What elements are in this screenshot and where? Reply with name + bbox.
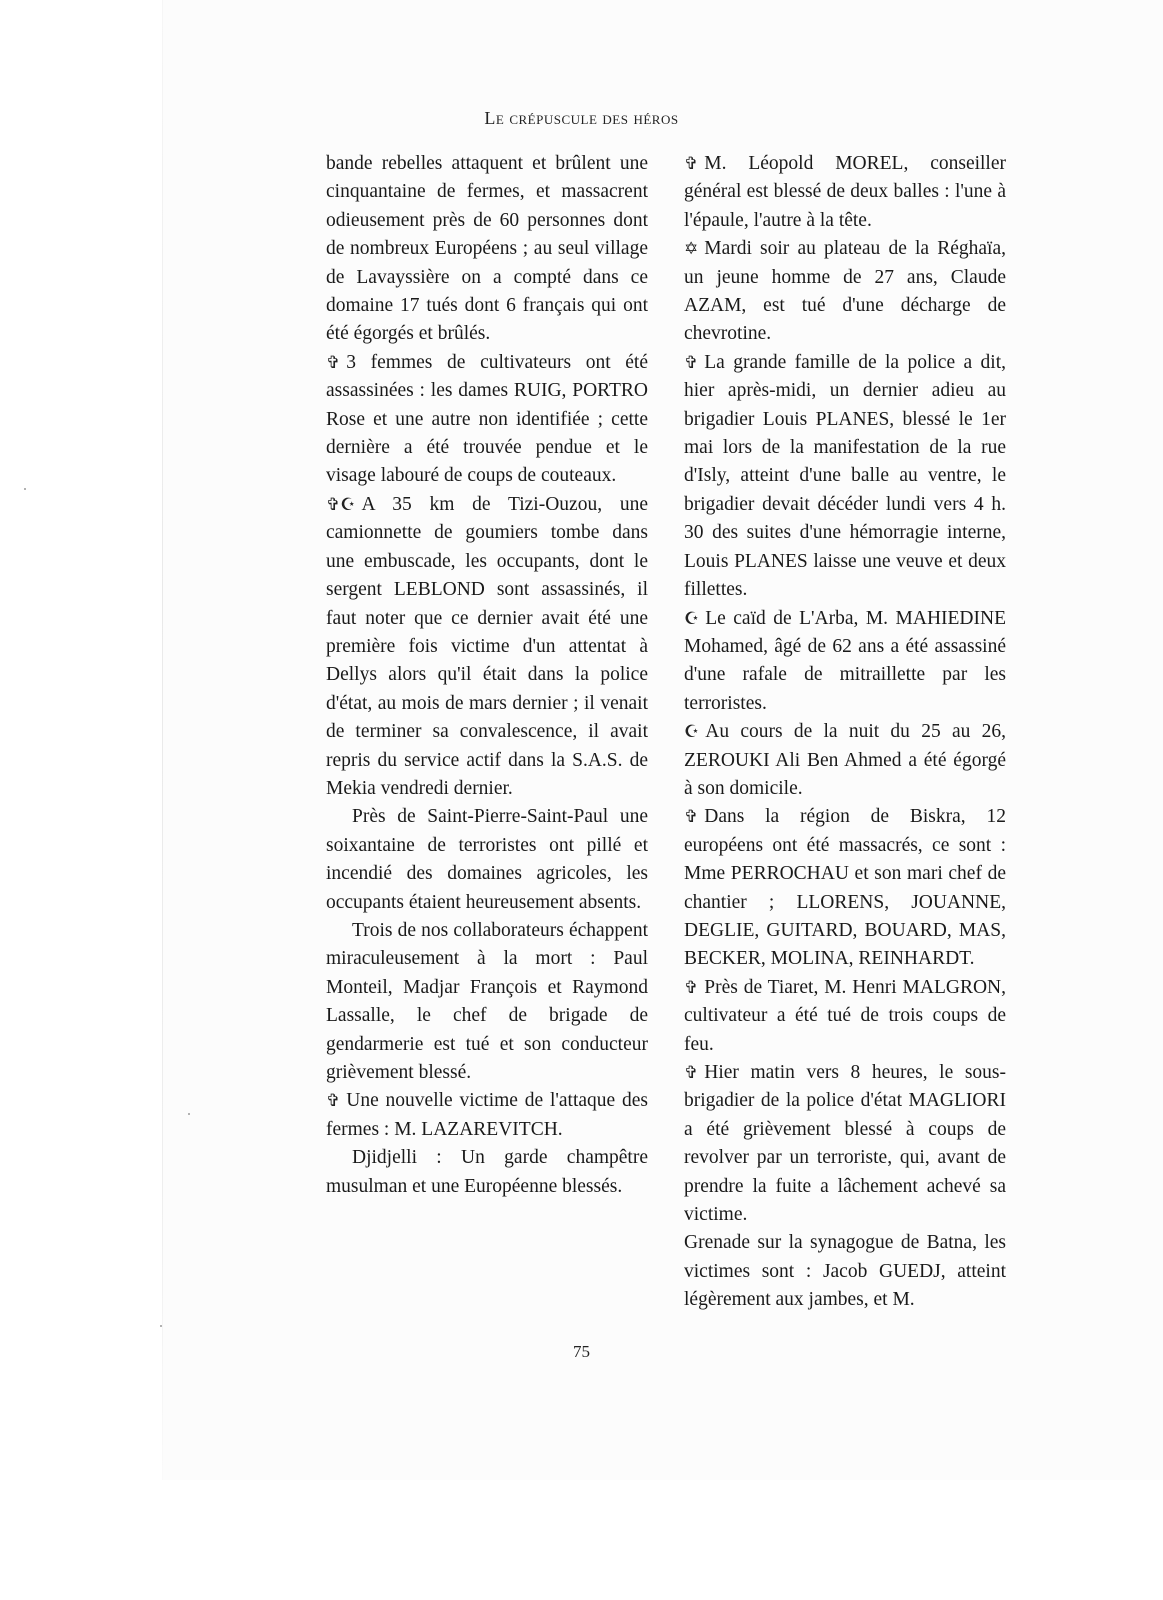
cross-icon: ✞ xyxy=(684,977,699,997)
crescent-icon: ☪ xyxy=(684,722,700,742)
paragraph-text: bande rebelles attaquent et brûlent une cinquantaine de fermes, et massacrent odieusement près de 60 personnes dont de nombreux Européens ; au seul village de Lavayssière on a compté dans ce domaine 17 tués dont 6 français qui ont été égorgés et brûlés. xyxy=(326,153,648,345)
paragraph xyxy=(684,974,1006,1059)
paragraph-text: Hier matin vers 8 heures, le sous-brigadier de la police d'état MAGLIORI a été grièvement blessé à coups de revolver par un terroriste, qui, avant de prendre la fuite a lâchement achevé sa victime. xyxy=(684,1062,1006,1226)
paragraph xyxy=(326,1087,648,1144)
paragraph xyxy=(326,803,648,917)
cross-icon: ✞ xyxy=(326,352,341,372)
paragraph xyxy=(326,491,648,803)
paragraph-text: Trois de nos collaborateurs échappent miraculeusement à la mort : Paul Monteil, Madjar François et Raymond Lassalle, le chef de brigade de gendarmerie est tué et son conducteur grièvement blessé. xyxy=(326,919,648,1083)
paragraph-text: Djidjelli : Un garde champêtre musulman et une Européenne blessés. xyxy=(326,1147,648,1197)
paragraph-text: Près de Saint-Pierre-Saint-Paul une soixantaine de terroristes ont pillé et incendié des domaines agricoles, les occupants étaient heureusement absents. xyxy=(326,806,648,913)
scan-speck xyxy=(188,1113,190,1115)
paragraph-text: Au cours de la nuit du 25 au 26, ZEROUKI Ali Ben Ahmed a été égorgé à son domicile. xyxy=(684,721,1006,799)
page-number: 75 xyxy=(573,1342,590,1361)
paragraph-text: Près de Tiaret, M. Henri MALGRON, cultivateur a été tué de trois coups de feu. xyxy=(684,976,1006,1055)
paragraph xyxy=(684,150,1006,235)
paragraph-text: Le caïd de L'Arba, M. MAHIEDINE Mohamed, âgé de 62 ans a été assassiné d'une rafale de mitraillette par les terroristes. xyxy=(684,607,1006,714)
paragraph xyxy=(684,349,1006,605)
right-column xyxy=(684,150,1006,1315)
paragraph xyxy=(326,917,648,1087)
cross-icon: ✞ xyxy=(684,807,699,827)
paragraph xyxy=(684,718,1006,803)
paragraph xyxy=(684,1229,1006,1314)
paragraph-text: 3 femmes de cultivateurs ont été assassinées : les dames RUIG, PORTRO Rose et une autre non identifiée ; cette dernière a été trouvée pendue et le visage labouré de coups de couteaux. xyxy=(326,351,648,487)
scan-speck xyxy=(24,488,26,490)
running-head: Le crépuscule des héros xyxy=(484,108,679,128)
cross-crescent-icon: ✞☪ xyxy=(326,494,356,514)
paragraph xyxy=(684,803,1006,973)
paragraph xyxy=(684,1059,1006,1229)
paragraph-text: Dans la région de Biskra, 12 européens ont été massacrés, ce sont : Mme PERROCHAU et son mari chef de chantier ; LLORENS, JOUANNE, DEGLIE, GUITARD, BOUARD, MAS, BECKER, MOLINA, REINHARDT. xyxy=(684,806,1006,970)
paragraph xyxy=(326,150,648,349)
paragraph xyxy=(684,605,1006,719)
scan-edge-line xyxy=(162,0,163,1480)
paragraph xyxy=(326,1144,648,1201)
paragraph-text: Mardi soir au plateau de la Réghaïa, un jeune homme de 27 ans, Claude AZAM, est tué d'une décharge de chevrotine. xyxy=(684,238,1006,345)
cross-icon: ✞ xyxy=(326,1091,341,1111)
paragraph-text: Une nouvelle victime de l'attaque des fermes : M. LAZAREVITCH. xyxy=(326,1090,648,1140)
cross-icon: ✞ xyxy=(684,352,699,372)
paragraph xyxy=(684,235,1006,349)
cross-icon: ✞ xyxy=(684,154,699,173)
crescent-icon: ☪ xyxy=(684,608,700,628)
paragraph-text: La grande famille de la police a dit, hier après-midi, un dernier adieu au brigadier Louis PLANES, blessé le 1er mai lors de la manifestation de la rue d'Isly, atteint d'une balle au ventre, le brigadier devait décéder lundi vers 4 h. 30 des suites d'une hémorragie interne, Louis PLANES laisse une veuve et deux fillettes. xyxy=(684,351,1006,601)
paragraph-text: A 35 km de Tizi-Ouzou, une camionnette de goumiers tombe dans une embuscade, les occupants, dont le sergent LEBLOND sont assassinés, il faut noter que ce dernier avait été une première fois victime d'un attentat à Dellys alors qu'il était dans la police d'état, au mois de mars dernier ; il venait de terminer sa convalescence, il avait repris du service actif dans la S.A.S. de Mekia vendredi dernier. xyxy=(326,493,648,799)
paragraph-text: Grenade sur la synagogue de Batna, les victimes sont : Jacob GUEDJ, atteint légèrement aux jambes, et M. xyxy=(684,1232,1006,1311)
left-column xyxy=(326,150,648,1201)
page-scan-area xyxy=(163,0,1163,1480)
cross-icon: ✞ xyxy=(684,1063,699,1082)
scan-speck xyxy=(160,1325,162,1327)
star-icon: ✡ xyxy=(684,239,699,259)
paragraph-text: M. Léopold MOREL, conseiller général est blessé de deux balles : l'une à l'épaule, l'autre à la tête. xyxy=(684,153,1006,231)
paragraph xyxy=(326,349,648,491)
